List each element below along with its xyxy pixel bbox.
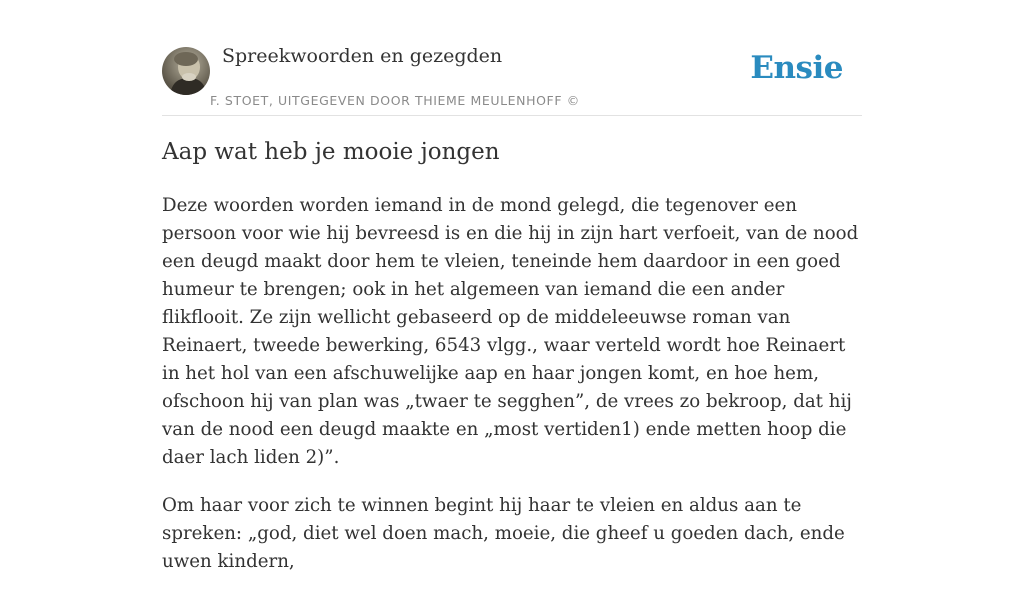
portrait-icon	[162, 47, 210, 95]
source-publisher: F. STOET, UITGEGEVEN DOOR THIEME MEULENHOFF ©	[210, 93, 580, 108]
author-avatar[interactable]	[162, 47, 210, 95]
source-header	[162, 0, 862, 116]
entry-body	[162, 192, 862, 596]
entry-title: Aap wat heb je mooie jongen	[162, 139, 500, 165]
entry-paragraph: Deze woorden worden iemand in de mond gelegd, die tegenover een persoon voor wie hij bevreesd is en die hij in zijn hart verfoeit, van de nood een deugd maakt door hem te vleien, teneinde hem daardoor in een goed humeur te brengen; ook in het algemeen van iemand die een ander flikflooit. Ze zijn wellicht gebaseerd op de middeleeuwse roman van Reinaert, tweede bewerking, 6543 vlgg., waar verteld wordt hoe Reinaert in het hol van een afschuwelijke aap en haar jongen komt, en hoe hem, ofschoon hij van plan was „twaer te segghen”, de vrees zo bekroop, dat hij van de nood een deugd maakte en „most vertiden1) ende metten hoop die daer lach liden 2)”.	[162, 195, 859, 468]
entry-paragraph: Om haar voor zich te winnen begint hij haar te vleien en aldus aan te spreken: „god, diet wel doen mach, moeie, die gheef u goeden dach, ende uwen kindern,	[162, 495, 845, 572]
source-title-link[interactable]: Spreekwoorden en gezegden	[222, 45, 503, 67]
ensie-logo[interactable]: Ensie	[750, 50, 843, 86]
